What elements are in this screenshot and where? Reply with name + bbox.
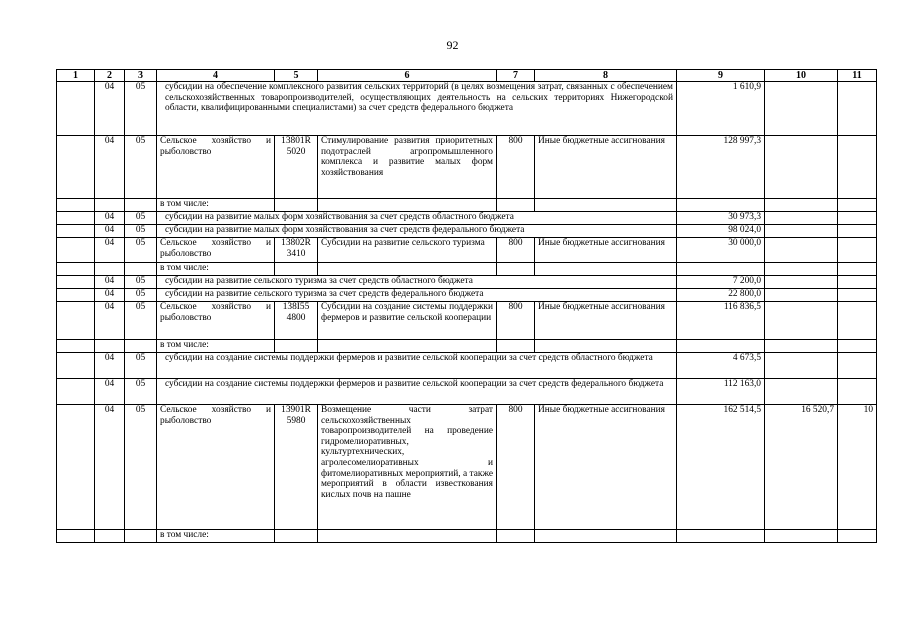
header-cell: 11 xyxy=(838,70,877,82)
cell: 05 xyxy=(125,276,157,289)
expense-type-cell: 800 xyxy=(497,136,535,199)
cell xyxy=(318,340,497,353)
including-label: в том числе: xyxy=(157,199,275,212)
including-label: в том числе: xyxy=(157,263,275,276)
cell xyxy=(535,199,677,212)
cell xyxy=(765,289,838,302)
cell xyxy=(838,379,877,405)
cell: 05 xyxy=(125,302,157,340)
cell xyxy=(838,353,877,379)
header-row xyxy=(57,70,877,82)
table-row xyxy=(57,199,877,212)
cell xyxy=(838,238,877,263)
program-cell: Субсидии на создание системы поддержки фермеров и развитие сельской кооперации xyxy=(318,302,497,340)
cell xyxy=(838,136,877,199)
header-cell: 6 xyxy=(318,70,497,82)
cell xyxy=(677,199,765,212)
header-cell: 1 xyxy=(57,70,95,82)
cell xyxy=(497,340,535,353)
cell xyxy=(838,225,877,238)
table-row xyxy=(57,136,877,199)
cell: 04 xyxy=(95,379,125,405)
cell xyxy=(765,530,838,543)
header-cell: 10 xyxy=(765,70,838,82)
cell xyxy=(57,379,95,405)
header-cell: 7 xyxy=(497,70,535,82)
amount-cell: 162 514,5 xyxy=(677,405,765,530)
cell xyxy=(677,530,765,543)
cell: 04 xyxy=(95,302,125,340)
cell: 04 xyxy=(95,136,125,199)
cell xyxy=(57,225,95,238)
cell: 04 xyxy=(95,212,125,225)
table-row xyxy=(57,289,877,302)
amount-cell: 128 997,3 xyxy=(677,136,765,199)
cell xyxy=(57,199,95,212)
cell xyxy=(838,263,877,276)
cell: 04 xyxy=(95,225,125,238)
including-label: в том числе: xyxy=(157,530,275,543)
cell xyxy=(57,405,95,530)
cell: 05 xyxy=(125,289,157,302)
cell xyxy=(765,302,838,340)
cell xyxy=(125,199,157,212)
table-row xyxy=(57,302,877,340)
expense-name-cell: Иные бюджетные ассигнования xyxy=(535,405,677,530)
page-number: 92 xyxy=(446,38,459,52)
amount-cell: 30 000,0 xyxy=(677,238,765,263)
cell xyxy=(57,238,95,263)
cell xyxy=(838,302,877,340)
section-cell: Сельское хозяйство и рыболовство xyxy=(157,136,275,199)
cell xyxy=(765,136,838,199)
cell xyxy=(318,199,497,212)
description-cell: субсидии на создание системы поддержки фермеров и развитие сельской кооперации за счет средств областного бюджета xyxy=(157,353,677,379)
header-cell: 3 xyxy=(125,70,157,82)
cell xyxy=(125,263,157,276)
cell: 04 xyxy=(95,238,125,263)
code-cell: 13801R 5020 xyxy=(275,136,318,199)
cell xyxy=(95,530,125,543)
header-cell: 8 xyxy=(535,70,677,82)
cell xyxy=(275,340,318,353)
table-row xyxy=(57,212,877,225)
amount-cell: 7 200,0 xyxy=(677,276,765,289)
cell: 04 xyxy=(95,405,125,530)
expense-name-cell: Иные бюджетные ассигнования xyxy=(535,302,677,340)
cell xyxy=(765,212,838,225)
cell xyxy=(318,263,497,276)
amount-cell: 112 163,0 xyxy=(677,379,765,405)
cell xyxy=(497,263,535,276)
cell: 05 xyxy=(125,353,157,379)
cell xyxy=(677,340,765,353)
cell xyxy=(535,263,677,276)
code-cell: 138I55 4800 xyxy=(275,302,318,340)
table-row xyxy=(57,379,877,405)
cell xyxy=(535,340,677,353)
code-cell: 13901R 5980 xyxy=(275,405,318,530)
expense-type-cell: 800 xyxy=(497,302,535,340)
cell xyxy=(275,263,318,276)
cell: 05 xyxy=(125,405,157,530)
cell: 05 xyxy=(125,82,157,136)
expense-type-cell: 800 xyxy=(497,238,535,263)
cell xyxy=(57,82,95,136)
cell xyxy=(765,379,838,405)
cell xyxy=(765,340,838,353)
cell xyxy=(838,289,877,302)
cell xyxy=(57,530,95,543)
cell xyxy=(535,530,677,543)
cell xyxy=(57,353,95,379)
cell xyxy=(95,340,125,353)
table-row xyxy=(57,225,877,238)
header-cell: 4 xyxy=(157,70,275,82)
cell: 04 xyxy=(95,353,125,379)
cell xyxy=(497,530,535,543)
cell: 04 xyxy=(95,82,125,136)
description-cell: субсидии на развитие сельского туризма за счет средств областного бюджета xyxy=(157,276,677,289)
description-cell: субсидии на развитие малых форм хозяйствования за счет средств федерального бюджета xyxy=(157,225,677,238)
cell xyxy=(838,212,877,225)
cell xyxy=(125,340,157,353)
including-label: в том числе: xyxy=(157,340,275,353)
amount-cell: 116 836,5 xyxy=(677,302,765,340)
table-row xyxy=(57,276,877,289)
cell xyxy=(765,276,838,289)
header-cell: 9 xyxy=(677,70,765,82)
cell xyxy=(95,199,125,212)
table-row xyxy=(57,405,877,530)
program-cell: Субсидии на развитие сельского туризма xyxy=(318,238,497,263)
expense-name-cell: Иные бюджетные ассигнования xyxy=(535,136,677,199)
program-cell: Возмещение части затрат сельскохозяйственных товаропроизводителей на проведение гидромелиоративных, культуртехнических, агролесомелиоративных и фитомелиоративных мероприятий, а также мероприятий в области известкования кислых почв на пашне xyxy=(318,405,497,530)
cell xyxy=(57,289,95,302)
cell xyxy=(765,225,838,238)
section-cell: Сельское хозяйство и рыболовство xyxy=(157,405,275,530)
table-row xyxy=(57,263,877,276)
cell xyxy=(57,340,95,353)
cell xyxy=(125,530,157,543)
cell xyxy=(765,82,838,136)
cell xyxy=(765,199,838,212)
code-cell: 13802R 3410 xyxy=(275,238,318,263)
description-cell: субсидии на обеспечение комплексного развития сельских территорий (в целях возмещения затрат, связанных с обеспечением сельскохозяйственных товаропроизводителей, осуществляющих деятельность на сельских территориях Нижегородской области, квалифицированными специалистами) за счет средств федерального бюджета xyxy=(157,82,677,136)
description-cell: субсидии на развитие малых форм хозяйствования за счет средств областного бюджета xyxy=(157,212,677,225)
amount-cell: 98 024,0 xyxy=(677,225,765,238)
cell xyxy=(57,263,95,276)
table-row xyxy=(57,238,877,263)
cell xyxy=(57,276,95,289)
table-row xyxy=(57,340,877,353)
cell xyxy=(838,82,877,136)
cell xyxy=(838,530,877,543)
amount-cell: 22 800,0 xyxy=(677,289,765,302)
cell: 04 xyxy=(95,289,125,302)
program-cell: Стимулирование развития приоритетных подотраслей агропромышленного комплекса и развитие малых форм хозяйствования xyxy=(318,136,497,199)
table-row xyxy=(57,530,877,543)
cell: 05 xyxy=(125,238,157,263)
cell xyxy=(57,302,95,340)
cell xyxy=(677,263,765,276)
cell xyxy=(838,276,877,289)
table-row xyxy=(57,82,877,136)
description-cell: субсидии на развитие сельского туризма за счет средств федерального бюджета xyxy=(157,289,677,302)
cell xyxy=(275,530,318,543)
cell xyxy=(765,263,838,276)
cell xyxy=(765,353,838,379)
cell xyxy=(57,136,95,199)
table-row xyxy=(57,353,877,379)
section-cell: Сельское хозяйство и рыболовство xyxy=(157,302,275,340)
cell: 05 xyxy=(125,212,157,225)
cell xyxy=(318,530,497,543)
amount-cell: 1 610,9 xyxy=(677,82,765,136)
expense-type-cell: 800 xyxy=(497,405,535,530)
amount-cell: 4 673,5 xyxy=(677,353,765,379)
cell: 04 xyxy=(95,276,125,289)
cell xyxy=(95,263,125,276)
amount-cell-col11: 10 xyxy=(838,405,877,530)
cell xyxy=(765,238,838,263)
cell xyxy=(838,340,877,353)
budget-table xyxy=(56,69,877,543)
cell xyxy=(838,199,877,212)
header-cell: 2 xyxy=(95,70,125,82)
section-cell: Сельское хозяйство и рыболовство xyxy=(157,238,275,263)
description-cell: субсидии на создание системы поддержки фермеров и развитие сельской кооперации за счет средств федерального бюджета xyxy=(157,379,677,405)
cell xyxy=(497,199,535,212)
cell xyxy=(275,199,318,212)
amount-cell-col10: 16 520,7 xyxy=(765,405,838,530)
cell: 05 xyxy=(125,225,157,238)
amount-cell: 30 973,3 xyxy=(677,212,765,225)
expense-name-cell: Иные бюджетные ассигнования xyxy=(535,238,677,263)
cell xyxy=(57,212,95,225)
cell: 05 xyxy=(125,136,157,199)
cell: 05 xyxy=(125,379,157,405)
header-cell: 5 xyxy=(275,70,318,82)
